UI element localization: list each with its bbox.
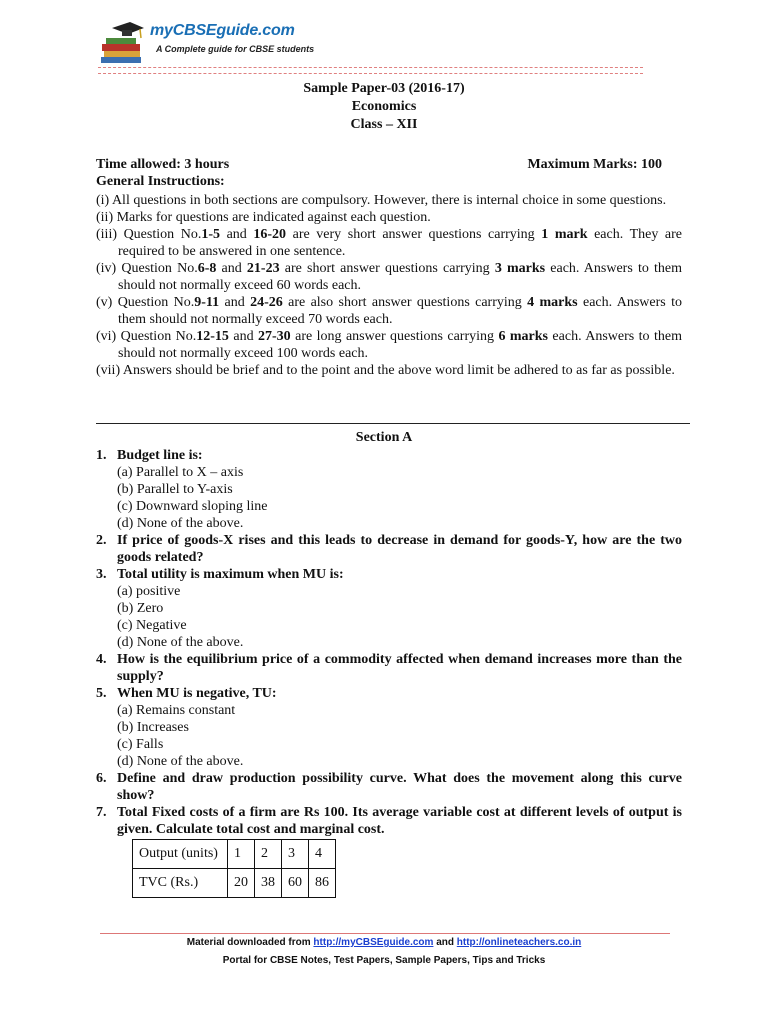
class-title: Class – XII: [350, 117, 418, 132]
subject-title: Economics: [351, 99, 417, 114]
instructions-heading: General Instructions:: [96, 174, 225, 189]
table-row: [133, 869, 336, 898]
paper-title: Sample Paper-03 (2016-17): [303, 81, 465, 96]
option: (b) Parallel to Y-axis: [117, 482, 233, 497]
header-divider: [98, 67, 643, 74]
question-number: 2.: [96, 533, 107, 548]
maximum-marks: Maximum Marks: 100: [527, 157, 662, 172]
question-text: How is the equilibrium price of a commodity affected when demand increases more than the supply?: [117, 652, 682, 684]
option: (a) Remains constant: [117, 703, 236, 718]
instruction-item: (vi) Question No.12-15 and 27-30 are long answer questions carrying 6 marks each. Answers to them should not normally exceed 100 words each.: [96, 329, 682, 361]
site-name: myCBSEguide.com: [150, 22, 295, 39]
table-cell: 60: [282, 869, 309, 898]
general-instructions: [96, 192, 682, 379]
option: (d) None of the above.: [117, 754, 244, 769]
instruction-item: (v) Question No.9-11 and 24-26 are also short answer questions carrying 4 marks each. Answers to them should not normally exceed 70 words each.: [96, 295, 682, 327]
question-text: Total Fixed costs of a firm are Rs 100. Its average variable cost at different levels of output is given. Calculate total cost and marginal cost.: [117, 805, 682, 837]
table-cell: 4: [309, 840, 336, 869]
option: (c) Negative: [117, 618, 187, 633]
footer-divider: [100, 933, 670, 934]
table-cell: 2: [255, 840, 282, 869]
instruction-item: (i) All questions in both sections are compulsory. However, there is internal choice in some questions.: [96, 193, 667, 208]
question-item: [96, 566, 682, 651]
option: (c) Falls: [117, 737, 164, 752]
table-cell: 86: [309, 869, 336, 898]
option: (b) Increases: [117, 720, 189, 735]
site-tagline: A Complete guide for CBSE students: [156, 44, 315, 54]
question-number: 7.: [96, 805, 107, 820]
books-graduation-cap-icon: [100, 18, 146, 64]
option: (a) positive: [117, 584, 181, 599]
tvc-table: [132, 839, 336, 898]
exam-meta: [96, 156, 682, 190]
question-number: 5.: [96, 686, 107, 701]
question-item: [96, 532, 682, 566]
question-item: [96, 651, 682, 685]
mycbseguide-link[interactable]: http://myCBSEguide.com: [313, 937, 434, 948]
instruction-item: (ii) Marks for questions are indicated against each question.: [96, 210, 431, 225]
instruction-item: (vii) Answers should be brief and to the point and the above word limit be adhered to as far as possible.: [96, 363, 675, 378]
table-cell: Output (units): [133, 840, 228, 869]
option: (a) Parallel to X – axis: [117, 465, 244, 480]
instruction-item: (iv) Question No.6-8 and 21-23 are short answer questions carrying 3 marks each. Answers to them should not normally exceed 60 words each.: [96, 261, 682, 293]
question-item: [96, 804, 682, 838]
table-cell: 20: [228, 869, 255, 898]
section-title: Section A: [355, 430, 413, 445]
question-number: 3.: [96, 567, 107, 582]
option: (b) Zero: [117, 601, 164, 616]
question-number: 4.: [96, 652, 107, 667]
question-item: [96, 447, 682, 532]
question-text: If price of goods-X rises and this leads to decrease in demand for goods-Y, how are the two goods related?: [117, 533, 682, 565]
table-cell: TVC (Rs.): [133, 869, 228, 898]
table-cell: 3: [282, 840, 309, 869]
site-logo: [100, 12, 360, 64]
instruction-item: (iii) Question No.1-5 and 16-20 are very short answer questions carrying 1 mark each. They are required to be answered in one sentence.: [96, 227, 683, 259]
footer-tagline: Portal for CBSE Notes, Test Papers, Sample Papers, Tips and Tricks: [222, 955, 546, 966]
section-divider: [96, 423, 690, 424]
paper-title-block: [0, 80, 768, 134]
option: (d) None of the above.: [117, 516, 244, 531]
table-cell: 1: [228, 840, 255, 869]
question-text: Budget line is:: [117, 448, 203, 463]
question-number: 1.: [96, 448, 107, 463]
question-text: Total utility is maximum when MU is:: [117, 567, 344, 582]
option: (d) None of the above.: [117, 635, 244, 650]
onlineteachers-link[interactable]: http://onlineteachers.co.in: [456, 937, 582, 948]
question-item: [96, 770, 682, 804]
table-row: [133, 840, 336, 869]
question-number: 6.: [96, 771, 107, 786]
question-text: Define and draw production possibility curve. What does the movement along this curve show?: [117, 771, 682, 803]
time-allowed: Time allowed: 3 hours: [96, 157, 230, 172]
question-item: [96, 685, 682, 770]
footer-source: Material downloaded from http://myCBSEguide.com and http://onlineteachers.co.in: [186, 937, 582, 948]
question-list: [96, 447, 682, 838]
table-cell: 38: [255, 869, 282, 898]
option: (c) Downward sloping line: [117, 499, 268, 514]
question-text: When MU is negative, TU:: [117, 686, 277, 701]
